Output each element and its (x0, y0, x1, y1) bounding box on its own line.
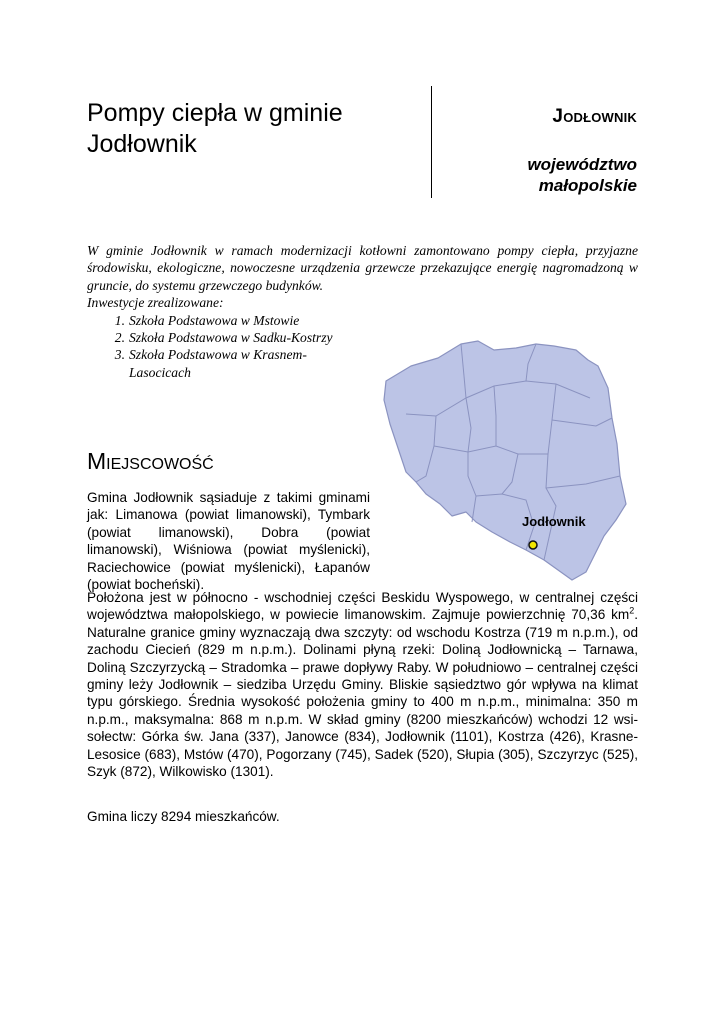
poland-map (376, 336, 638, 584)
list-item-text: Szkoła Podstawowa w Krasnem-Lasocicach (129, 347, 307, 380)
list-item-number: 2. (114, 330, 125, 346)
list-item (87, 312, 638, 329)
poland-outline (384, 341, 626, 580)
neighbors-paragraph: Gmina Jodłownik sąsiaduje z takimi gminami jak: Limanowa (powiat limanowski), Tymbark (powiat limanowski), Dobra (powiat limanowski), Wiśniowa (powiat myślenicki), Raciechowice (powiat myślenicki), Łapanów (powiat bocheński). (87, 490, 370, 593)
map-label: Jodłownik (522, 514, 586, 529)
location-marker (529, 541, 537, 549)
population-paragraph: Gmina liczy 8294 mieszkańców. (87, 809, 280, 824)
list-item-number: 1. (114, 312, 125, 328)
investments-label: Inwestycje zrealizowane: (87, 295, 224, 311)
area-unit-superscript: 2 (629, 605, 635, 616)
list-item-number: 3. (114, 347, 125, 363)
list-item-text: Szkoła Podstawowa w Mstowie (129, 312, 300, 328)
header-divider (431, 86, 432, 198)
intro-paragraph: W gminie Jodłownik w ramach modernizacji kotłowni zamontowano pompy ciepła, przyjazne środowisku, ekologiczne, nowoczesne urządzenia grzewcze przekazujące energię nagromadzoną w gruncie, do systemu grzewczego budynków. (87, 243, 638, 293)
section-heading: Miejscowość (87, 448, 214, 474)
description-part-1: Położona jest w północno - wschodniej części Beskidu Wyspowego, w centralnej części województwa małopolskiego, w powiecie limanowskim. Zajmuje powierzchnię 70,36 km (87, 590, 638, 623)
description-part-2: . Naturalne granice gminy wyznaczają dwa szczyty: od wschodu Kostrza (719 m n.p.m.), od zachodu Ciecień (829 m n.p.m.). Dolinami płyną rzeki: Doliną Jodłownicką – Tarnawa, Doliną Szczyrzycką – Stradomka – prawe dopływy Raby. W południowo – centralnej części gminy leży Jodłownik – siedziba Urzędu Gminy. Bliskie sąsiedztwo gór wpływa na klimat typu górskiego. Średnia wysokość położenia gminy to 400 m n.p.m., minimalna: 350 m n.p.m., maksymalna: 868 m n.p.m. W skład gminy (8200 mieszkańców) wchodzi 12 wsi-sołectw: Górka św. Jana (337), Janowce (834), Jodłownik (1101), Kostrza (426), Krasne-Lesosice (683), Mstów (470), Pogorzany (745), Sadek (520), Słupia (305), Szczyrzyc (525), Szyk (872), Wilkowisko (1301). (87, 607, 638, 780)
place-name: Jodłownik (552, 106, 637, 127)
region-name: województwo małopolskie (527, 155, 637, 195)
description-paragraph (87, 589, 638, 780)
page-title: Pompy ciepła w gminie Jodłownik (87, 99, 343, 158)
list-item-text: Szkoła Podstawowa w Sadku-Kostrzy (129, 330, 333, 346)
